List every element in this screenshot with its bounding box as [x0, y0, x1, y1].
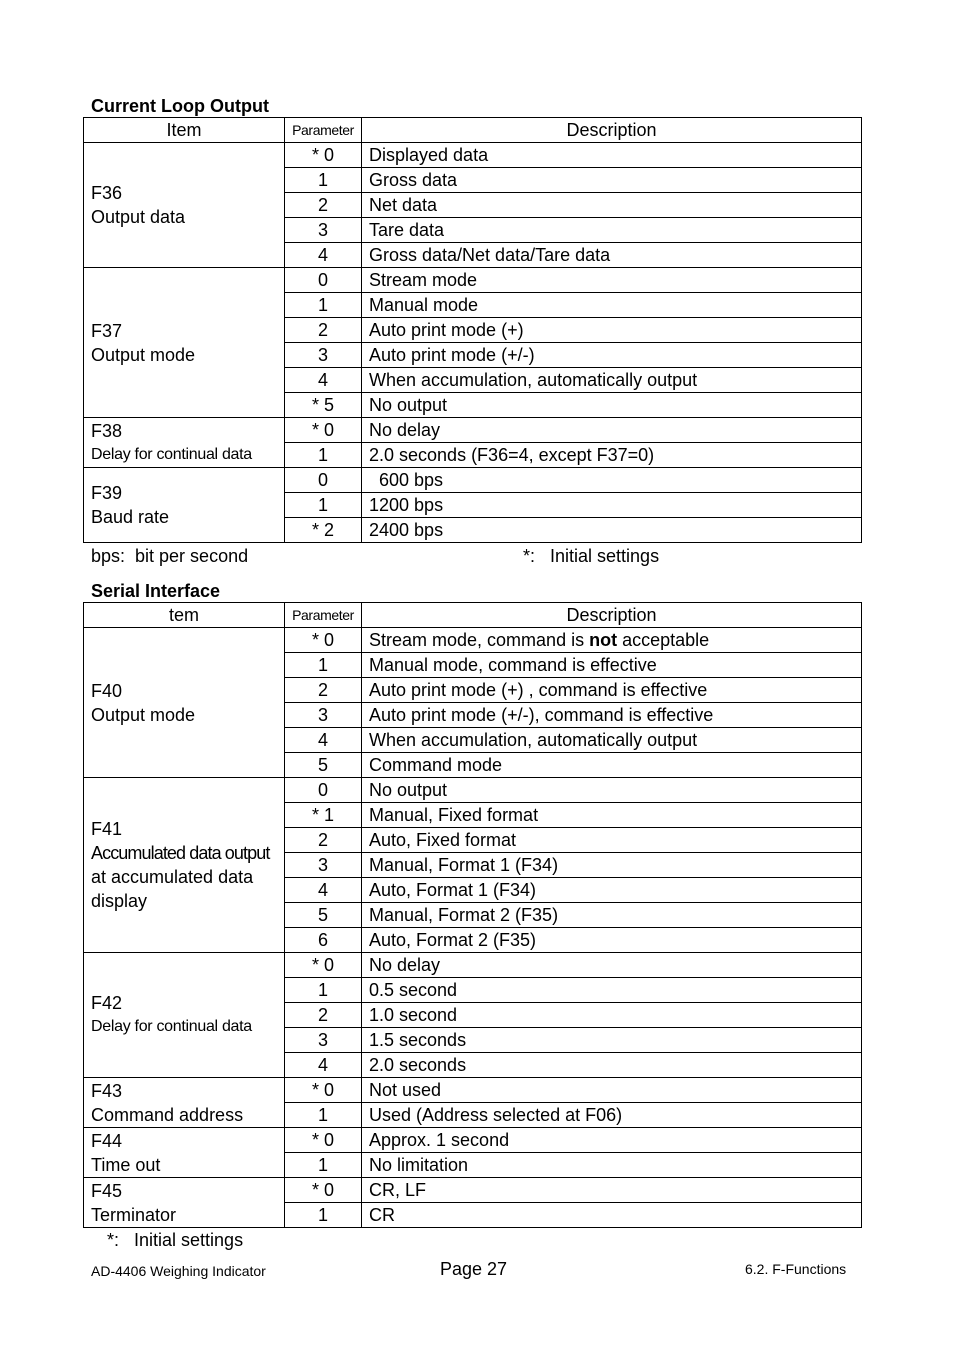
desc-cell: Gross data/Net data/Tare data	[362, 243, 862, 268]
footer-page-number: Page 27	[440, 1259, 508, 1279]
desc-cell	[362, 628, 862, 653]
item-header: Item	[84, 118, 285, 143]
item-f40	[84, 628, 285, 778]
item-f36	[84, 143, 285, 268]
desc-cell: Approx. 1 second	[362, 1128, 862, 1153]
desc-cell: Manual mode, command is effective	[362, 653, 862, 678]
item-f44	[84, 1128, 285, 1178]
table-row	[84, 268, 862, 293]
desc-cell: No output	[362, 393, 862, 418]
desc-cell: 600 bps	[362, 468, 862, 493]
param-cell: 1	[285, 978, 362, 1003]
table-row	[84, 778, 862, 803]
param-cell: 2	[285, 318, 362, 343]
desc-cell: 2.0 seconds	[362, 1053, 862, 1078]
desc-cell: CR, LF	[362, 1178, 862, 1203]
param-cell: 5	[285, 903, 362, 928]
param-cell: 1	[285, 493, 362, 518]
desc-cell: Manual mode	[362, 293, 862, 318]
item-code: F38	[91, 420, 123, 441]
table-row	[84, 468, 862, 493]
desc-cell: Not used	[362, 1078, 862, 1103]
desc-cell: 2400 bps	[362, 518, 862, 543]
item-f42	[84, 953, 285, 1078]
current-loop-title: Current Loop Output	[91, 96, 269, 116]
param-cell: 3	[285, 343, 362, 368]
param-cell: * 1	[285, 803, 362, 828]
item-code: F41	[91, 819, 123, 839]
item-name: Accumulated data output	[91, 843, 270, 863]
desc-cell: CR	[362, 1203, 862, 1228]
desc-cell: Manual, Format 2 (F35)	[362, 903, 862, 928]
desc-cell: When accumulation, automatically output	[362, 368, 862, 393]
desc-cell: Manual, Format 1 (F34)	[362, 853, 862, 878]
param-cell: 2	[285, 1003, 362, 1028]
param-cell: * 0	[285, 1178, 362, 1203]
param-cell: * 0	[285, 953, 362, 978]
item-name: Delay for continual data	[91, 445, 252, 463]
current-loop-table	[83, 117, 862, 543]
param-cell: 1	[285, 168, 362, 193]
table-row	[84, 1128, 862, 1153]
param-cell: 0	[285, 468, 362, 493]
item-name: Output data	[91, 207, 186, 227]
param-cell: 2	[285, 193, 362, 218]
param-cell: * 0	[285, 143, 362, 168]
desc-cell: No limitation	[362, 1153, 862, 1178]
item-code: F39	[91, 483, 123, 503]
desc-cell: Auto, Fixed format	[362, 828, 862, 853]
item-name: Output mode	[91, 704, 196, 725]
desc-text: acceptable	[617, 630, 710, 650]
item-code: F37	[91, 320, 123, 341]
desc-cell: Auto print mode (+/-)	[362, 343, 862, 368]
desc-cell: 0.5 second	[362, 978, 862, 1003]
item-name-cont: display	[91, 891, 148, 911]
desc-cell: Auto print mode (+) , command is effective	[362, 678, 862, 703]
item-code: F45	[91, 1180, 123, 1201]
desc-cell: 2.0 seconds (F36=4, except F37=0)	[362, 443, 862, 468]
param-cell: 4	[285, 368, 362, 393]
item-name: Command address	[91, 1104, 244, 1125]
header-row	[84, 118, 862, 143]
desc-cell: Auto print mode (+)	[362, 318, 862, 343]
param-cell: 3	[285, 1028, 362, 1053]
param-cell: 2	[285, 678, 362, 703]
footer-section: 6.2. F-Functions	[745, 1261, 847, 1277]
item-f45	[84, 1178, 285, 1228]
initial-settings-note: *: Initial settings	[107, 1230, 244, 1250]
desc-cell: 1.5 seconds	[362, 1028, 862, 1053]
item-header: tem	[84, 603, 285, 628]
table-row	[84, 628, 862, 653]
item-f37	[84, 268, 285, 418]
table-row	[84, 953, 862, 978]
table-row	[84, 143, 862, 168]
item-f41	[84, 778, 285, 953]
item-name: Time out	[91, 1154, 161, 1175]
desc-cell: Displayed data	[362, 143, 862, 168]
param-cell: 1	[285, 653, 362, 678]
desc-cell: No delay	[362, 418, 862, 443]
desc-cell: Gross data	[362, 168, 862, 193]
item-name: Output mode	[91, 344, 196, 365]
param-cell: * 0	[285, 418, 362, 443]
param-cell: 1	[285, 1153, 362, 1178]
desc-cell: 1200 bps	[362, 493, 862, 518]
param-cell: 0	[285, 778, 362, 803]
param-cell: 4	[285, 878, 362, 903]
table-row	[84, 1178, 862, 1203]
item-f43	[84, 1078, 285, 1128]
initial-settings-note: *: Initial settings	[523, 546, 660, 566]
footer-document-name: AD-4406 Weighing Indicator	[91, 1263, 266, 1279]
desc-cell: Auto print mode (+/-), command is effective	[362, 703, 862, 728]
item-code: F40	[91, 680, 123, 701]
param-cell: 3	[285, 218, 362, 243]
param-cell: 4	[285, 728, 362, 753]
param-cell: 0	[285, 268, 362, 293]
parameter-header: Parameter	[285, 118, 362, 143]
param-cell: 3	[285, 853, 362, 878]
desc-cell: No delay	[362, 953, 862, 978]
param-cell: 5	[285, 753, 362, 778]
item-code: F36	[91, 183, 123, 203]
desc-cell: When accumulation, automatically output	[362, 728, 862, 753]
description-header: Description	[362, 603, 862, 628]
param-cell: 1	[285, 293, 362, 318]
bps-note: bps: bit per second	[91, 546, 249, 566]
desc-cell: Tare data	[362, 218, 862, 243]
item-name-cont: at accumulated data	[91, 867, 254, 887]
item-code: F43	[91, 1080, 123, 1101]
table-row	[84, 1078, 862, 1103]
item-name: Terminator	[91, 1204, 177, 1225]
header-row	[84, 603, 862, 628]
desc-text: Stream mode, command is	[369, 630, 590, 650]
param-cell: * 5	[285, 393, 362, 418]
param-cell: * 0	[285, 628, 362, 653]
item-code: F42	[91, 993, 123, 1013]
item-f38	[84, 418, 285, 468]
param-cell: 4	[285, 243, 362, 268]
item-code: F44	[91, 1130, 123, 1151]
table-row	[84, 418, 862, 443]
desc-cell: Net data	[362, 193, 862, 218]
item-name: Baud rate	[91, 507, 170, 527]
serial-interface-title: Serial Interface	[91, 581, 221, 601]
item-name: Delay for continual data	[91, 1018, 252, 1035]
param-cell: 1	[285, 443, 362, 468]
param-cell: * 0	[285, 1128, 362, 1153]
desc-emphasis: not	[589, 630, 618, 650]
desc-cell: Stream mode	[362, 268, 862, 293]
param-cell: 1	[285, 1103, 362, 1128]
param-cell: * 0	[285, 1078, 362, 1103]
param-cell: 3	[285, 703, 362, 728]
desc-cell: Command mode	[362, 753, 862, 778]
param-cell: 1	[285, 1203, 362, 1228]
description-header: Description	[362, 118, 862, 143]
desc-cell: 1.0 second	[362, 1003, 862, 1028]
desc-cell: Used (Address selected at F06)	[362, 1103, 862, 1128]
param-cell: 4	[285, 1053, 362, 1078]
desc-cell: No output	[362, 778, 862, 803]
desc-cell: Manual, Fixed format	[362, 803, 862, 828]
desc-cell: Auto, Format 1 (F34)	[362, 878, 862, 903]
serial-interface-table	[83, 602, 862, 1228]
param-cell: 6	[285, 928, 362, 953]
item-f39	[84, 468, 285, 543]
parameter-header: Parameter	[285, 603, 362, 628]
param-cell: * 2	[285, 518, 362, 543]
desc-cell: Auto, Format 2 (F35)	[362, 928, 862, 953]
param-cell: 2	[285, 828, 362, 853]
